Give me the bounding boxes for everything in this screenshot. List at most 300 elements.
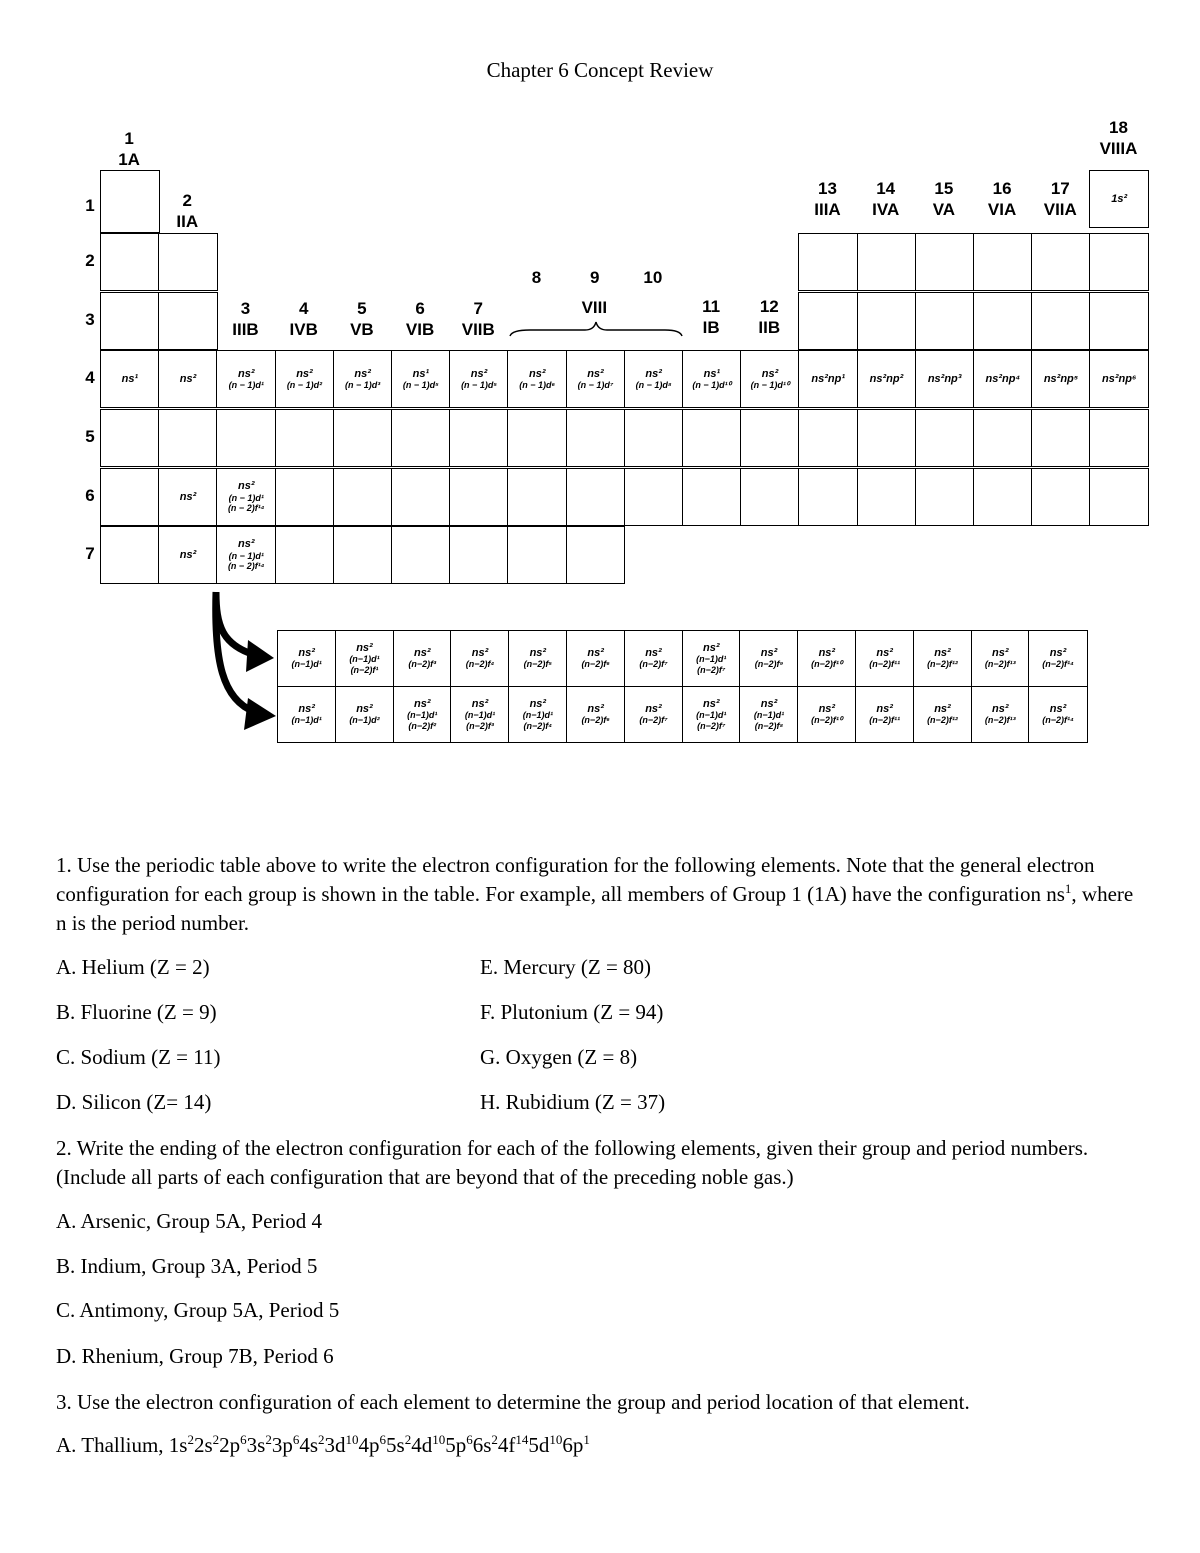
config-line: ns² [991, 702, 1009, 715]
element-cell-p1-g18 [1089, 170, 1149, 228]
config-line: ns² [179, 490, 197, 503]
element-cell-p5-g5 [333, 409, 393, 467]
group-number: 7 [473, 299, 484, 318]
element-cell-p6-g5 [333, 468, 393, 526]
element-cell-p5-g12 [740, 409, 800, 467]
q2-item-c: C. Antimony, Group 5A, Period 5 [56, 1298, 340, 1322]
config-line: (n−2)f⁵ [523, 659, 553, 670]
config-line: ns² [528, 367, 546, 380]
config-line: ns² [645, 646, 662, 659]
config-line: ns² [529, 646, 547, 659]
q1-item-a: A. Helium (Z = 2) [56, 955, 210, 979]
group-number: 11 [702, 297, 721, 316]
config-line: (n−2)f¹⁰ [811, 715, 843, 726]
orbital: 4p [358, 1433, 380, 1457]
f-block-cell-f_row2-1 [277, 686, 336, 743]
f-block-cell-f_row1-9 [739, 630, 798, 687]
config-line: (n − 1)d⁷ [577, 380, 614, 391]
config-line: ns²np⁶ [1102, 372, 1137, 385]
group-header-11 [682, 296, 740, 338]
config-line: ns² [702, 697, 720, 710]
element-cell-p4-g1 [100, 350, 160, 408]
config-line: (n−2)f¹¹ [869, 659, 901, 670]
config-line: ns²np³ [927, 372, 962, 385]
config-line: (n − 1)d² [286, 380, 323, 391]
q3-item-a [56, 1433, 590, 1458]
group-viii-label: VIII [581, 298, 608, 317]
group-number: 15 [934, 179, 954, 198]
electron-count: 2 [318, 1432, 325, 1447]
q1-intro-sup: 1 [1064, 881, 1072, 896]
f-block-cell-f_row2-8 [682, 686, 741, 743]
config-line: (n − 1)d⁵ [402, 380, 439, 391]
element-cell-p5-g7 [449, 409, 509, 467]
config-line: ns² [760, 646, 778, 659]
orbital: 5s [386, 1433, 405, 1457]
config-line: ns² [876, 702, 893, 715]
element-cell-p6-g16 [973, 468, 1033, 526]
config-line: ns² [296, 367, 313, 380]
group-header-1 [100, 128, 158, 170]
element-cell-p5-g11 [682, 409, 742, 467]
config-line: (n − 1)d¹ [228, 550, 264, 561]
element-cell-p1-g1 [100, 170, 160, 233]
f-block-cell-f_row2-12 [913, 686, 972, 743]
group-roman: IIB [758, 318, 781, 337]
orbital: 4d [411, 1433, 433, 1457]
group-number: 18 [1109, 118, 1128, 137]
element-cell-p4-g5 [333, 350, 393, 408]
element-cell-p5-g10 [624, 409, 684, 467]
group-number: 2 [182, 191, 193, 210]
config-line: (n−2)f² [408, 720, 437, 731]
q1-item-d: D. Silicon (Z= 14) [56, 1090, 212, 1114]
group-roman: VB [350, 320, 374, 339]
group-roman: IVA [872, 200, 900, 219]
element-cell-p4-g9 [566, 350, 626, 408]
config-line: (n − 1)d¹⁰ [692, 380, 732, 391]
config-line: ns² [413, 697, 431, 710]
config-line: ns² [587, 646, 604, 659]
group-number: 4 [298, 299, 309, 318]
config-line: (n−1)d¹ [464, 710, 496, 721]
group-roman: VIA [987, 200, 1017, 219]
period-number-7: 7 [85, 544, 95, 563]
period-number-3: 3 [85, 310, 95, 329]
element-cell-p4-g7 [449, 350, 509, 408]
element-cell-p6-g11 [682, 468, 742, 526]
element-cell-p5-g1 [100, 409, 160, 467]
config-line: (n−2)f³ [466, 720, 494, 731]
group-roman: IVB [289, 320, 318, 339]
group-header-12 [740, 296, 798, 338]
config-line: ns²np¹ [811, 372, 846, 385]
orbital: 1s [168, 1433, 188, 1457]
element-cell-p5-g15 [915, 409, 975, 467]
element-cell-p2-g17 [1031, 233, 1091, 291]
element-cell-p4-g6 [391, 350, 451, 408]
element-cell-p2-g2 [158, 233, 218, 291]
f-block-cell-f_row2-5 [508, 686, 567, 743]
element-cell-p5-g16 [973, 409, 1033, 467]
config-line: (n−2)f³ [408, 659, 437, 670]
element-cell-p2-g14 [857, 233, 917, 291]
group-roman: VA [932, 200, 956, 219]
electron-count: 2 [187, 1432, 194, 1447]
orbital: 2s [193, 1433, 213, 1457]
config-line: ns² [761, 367, 779, 380]
f-block-cell-f_row2-4 [450, 686, 509, 743]
element-cell-p6-g13 [798, 468, 858, 526]
electron-count: 2 [491, 1432, 498, 1447]
config-line: (n − 1)d¹ [228, 492, 264, 503]
electron-count: 1 [583, 1432, 590, 1447]
q1-intro-text: 1. Use the periodic table above to write the electron configuration for the following elements. Note that the general electron configuration for each group is shown in the table. For example, all members of Group 1 (1A) have the configuration ns [56, 853, 1095, 906]
element-cell-p2-g1 [100, 233, 160, 291]
group-header-14 [857, 178, 915, 220]
element-cell-p7-g4 [275, 526, 335, 584]
q1-item-e: E. Mercury (Z = 80) [480, 955, 652, 979]
electron-count: 6 [466, 1432, 473, 1447]
q1-item-f: F. Plutonium (Z = 94) [480, 1000, 664, 1024]
element-cell-p6-g9 [566, 468, 626, 526]
element-cell-p5-g17 [1031, 409, 1091, 467]
q2-item-b: B. Indium, Group 3A, Period 5 [56, 1254, 318, 1278]
config-line: (n − 1)d⁶ [519, 380, 556, 391]
config-line: (n−2)f⁶ [581, 659, 610, 670]
group-roman: IB [702, 318, 720, 337]
config-line: ns² [413, 646, 431, 659]
element-cell-p6-g3 [216, 468, 276, 526]
q1-item-h: H. Rubidium (Z = 37) [480, 1090, 666, 1114]
group-header-15 [915, 178, 973, 220]
group-number: 9 [589, 268, 600, 287]
orbital: 6s [472, 1433, 492, 1457]
electron-count: 6 [240, 1432, 247, 1447]
group-number: 3 [240, 299, 251, 318]
config-line: (n−1)d¹ [291, 715, 322, 726]
config-line: ns² [934, 702, 951, 715]
config-line: ns² [354, 367, 371, 380]
element-cell-p4-g3 [216, 350, 276, 408]
period-number-4: 4 [85, 368, 95, 387]
config-line: (n−2)f⁴ [523, 720, 553, 731]
group-roman: VIB [405, 320, 435, 339]
group-number: 5 [357, 299, 367, 318]
element-cell-p4-g13 [798, 350, 858, 408]
f-block-cell-f_row1-4 [450, 630, 509, 687]
element-cell-p4-g10 [624, 350, 684, 408]
config-line: (n−2)f¹⁰ [811, 659, 843, 670]
orbital: 3d [324, 1433, 346, 1457]
config-line: ns² [237, 538, 255, 551]
group-roman: VIIA [1043, 200, 1077, 219]
question-2-intro: 2. Write the ending of the electron configuration for each of the following elements, given their group and period numbers. (Include all parts of each configuration that are beyond that of the preceding noble gas.) [56, 1136, 1089, 1189]
f-block-cell-f_row1-2 [335, 630, 394, 687]
group-header-5 [333, 298, 391, 340]
element-cell-p2-g16 [973, 233, 1033, 291]
config-line: (n−2)f⁹ [754, 659, 784, 670]
config-line: (n − 1)d³ [345, 380, 381, 391]
config-line: ns² [1049, 702, 1067, 715]
config-line: ns² [818, 702, 836, 715]
config-line: ns² [587, 367, 604, 380]
element-cell-p5-g9 [566, 409, 626, 467]
config-line: (n − 2)f¹⁴ [227, 503, 265, 514]
element-cell-p7-g9 [566, 526, 626, 584]
config-line: (n−2)f¹² [927, 659, 958, 670]
group-number: 10 [643, 268, 663, 287]
element-cell-p7-g7 [449, 526, 509, 584]
f-block-cell-f_row2-2 [335, 686, 394, 743]
config-line: (n−1)d¹ [696, 710, 727, 721]
q2-item-d: D. Rhenium, Group 7B, Period 6 [56, 1344, 334, 1368]
element-cell-p3-g13 [798, 292, 858, 350]
element-cell-p3-g18 [1089, 292, 1149, 350]
config-line: ns¹ [412, 367, 430, 380]
orbital: 5p [445, 1433, 467, 1457]
config-line: ns² [237, 367, 255, 380]
element-cell-p3-g2 [158, 292, 218, 350]
element-cell-p3-g1 [100, 292, 160, 350]
config-line: (n − 2)f¹⁴ [227, 561, 265, 572]
element-cell-p3-g16 [973, 292, 1033, 350]
f-block-cell-f_row1-1 [277, 630, 336, 687]
config-line: ns² [179, 372, 197, 385]
group-number: 6 [415, 299, 425, 318]
config-line: ns² [529, 697, 547, 710]
element-cell-p6-g6 [391, 468, 451, 526]
group-number: 16 [992, 179, 1012, 198]
config-line: (n−2)f⁷ [639, 659, 668, 670]
element-cell-p4-g15 [915, 350, 975, 408]
config-line: ns² [587, 702, 604, 715]
group-header-13 [798, 178, 856, 220]
f-block-cell-f_row1-10 [797, 630, 856, 687]
period-number-6: 6 [85, 486, 95, 505]
thallium-configuration [169, 1433, 590, 1457]
f-block-cell-f_row2-14 [1028, 686, 1087, 743]
f-block-cell-f_row1-3 [393, 630, 452, 687]
config-line: (n−1)d¹ [696, 654, 727, 665]
group-number: 17 [1050, 179, 1070, 198]
group-roman: IIIB [232, 320, 259, 339]
config-line: ns² [298, 646, 315, 659]
f-block-cell-f_row2-13 [971, 686, 1030, 743]
question-3-intro: 3. Use the electron configuration of each element to determine the group and period location of that element. [56, 1390, 970, 1414]
element-cell-p6-g15 [915, 468, 975, 526]
element-cell-p6-g8 [507, 468, 567, 526]
f-block-cell-f_row1-11 [855, 630, 914, 687]
element-cell-p7-g5 [333, 526, 393, 584]
element-cell-p2-g13 [798, 233, 858, 291]
element-cell-p5-g2 [158, 409, 218, 467]
f-block-cell-f_row2-3 [393, 686, 452, 743]
element-cell-p6-g2 [158, 468, 218, 526]
config-line: (n−2)f⁸ [754, 720, 784, 731]
element-cell-p6-g17 [1031, 468, 1091, 526]
f-block-cell-f_row1-8 [682, 630, 741, 687]
config-line: ns² [760, 697, 778, 710]
electron-count: 2 [265, 1432, 272, 1447]
electron-count: 2 [404, 1432, 412, 1447]
config-line: ns² [1049, 646, 1067, 659]
period-number-2: 2 [85, 251, 95, 270]
f-block-cell-f_row2-6 [566, 686, 625, 743]
group-header-18 [1089, 117, 1147, 159]
config-line: (n − 1)d⁵ [461, 380, 497, 391]
group-header-6 [391, 298, 449, 340]
config-line: (n−2)f¹³ [984, 715, 1016, 726]
group-number: 8 [531, 268, 542, 287]
period-number-5: 5 [85, 427, 95, 446]
element-cell-p3-g17 [1031, 292, 1091, 350]
config-line: ns² [470, 367, 488, 380]
config-line: ns¹ [703, 367, 721, 380]
q1-intro-text-end: , where n is the period number. [56, 882, 1134, 935]
config-line: (n−2)f⁷ [639, 715, 668, 726]
f-block-cell-f_row1-12 [913, 630, 972, 687]
element-cell-p6-g18 [1089, 468, 1149, 526]
element-cell-p4-g16 [973, 350, 1033, 408]
config-line: (n−2)f⁷ [697, 720, 726, 731]
element-cell-p4-g4 [275, 350, 335, 408]
element-cell-p4-g8 [507, 350, 567, 408]
orbital: 4s [299, 1433, 319, 1457]
config-line: ns² [645, 702, 662, 715]
config-line: ns² [356, 641, 373, 654]
element-cell-p4-g18 [1089, 350, 1149, 408]
config-line: ns² [237, 480, 255, 493]
orbital: 3p [271, 1433, 293, 1457]
element-cell-p6-g4 [275, 468, 335, 526]
config-line: (n−2)f¹³ [984, 659, 1016, 670]
f-block-cell-f_row2-11 [855, 686, 914, 743]
electron-count: 6 [379, 1432, 387, 1447]
orbital: 5d [528, 1433, 550, 1457]
f-block-cell-f_row1-7 [624, 630, 683, 687]
element-cell-p2-g18 [1089, 233, 1149, 291]
config-line: (n−1)d¹ [349, 654, 380, 665]
config-line: ns²np² [869, 372, 904, 385]
group-header-7 [449, 298, 507, 340]
config-line: (n − 1)d¹⁰ [750, 380, 790, 391]
orbital: 6p [562, 1433, 584, 1457]
config-line: ns² [298, 702, 315, 715]
element-cell-p3-g14 [857, 292, 917, 350]
f-block-cell-f_row1-6 [566, 630, 625, 687]
f-block-cell-f_row1-14 [1028, 630, 1087, 687]
config-line: (n−1)d¹ [753, 710, 785, 721]
group-roman: VIIIA [1099, 139, 1138, 158]
config-line: (n−2)f¹¹ [869, 715, 901, 726]
element-cell-p7-g6 [391, 526, 451, 584]
config-line: ns² [818, 646, 836, 659]
config-line: ns² [702, 641, 720, 654]
f-block-cell-f_row2-7 [624, 686, 683, 743]
group-header-9 [566, 267, 624, 288]
group-header-10 [624, 267, 682, 288]
config-line: (n−2)f¹ [350, 664, 379, 675]
config-line: (n−2)f⁴ [465, 659, 495, 670]
element-cell-p5-g6 [391, 409, 451, 467]
element-cell-p7-g2 [158, 526, 218, 584]
q1-item-b: B. Fluorine (Z = 9) [56, 1000, 217, 1024]
orbital: 3s [246, 1433, 266, 1457]
group-roman: IIA [176, 212, 199, 231]
element-cell-p6-g14 [857, 468, 917, 526]
config-line: (n−2)f¹⁴ [1042, 715, 1074, 726]
config-line: (n−1)d¹ [291, 659, 322, 670]
q2-item-a: A. Arsenic, Group 5A, Period 4 [56, 1209, 322, 1233]
group-number: 13 [818, 179, 837, 198]
group-roman: IIIA [814, 200, 841, 219]
config-line: ns² [934, 646, 951, 659]
config-line: ns² [991, 646, 1009, 659]
group-header-16 [973, 178, 1031, 220]
element-cell-p4-g12 [740, 350, 800, 408]
electron-count: 14 [515, 1432, 529, 1447]
group-header-4 [275, 298, 333, 340]
config-line: ns² [179, 548, 197, 561]
config-line: ns² [356, 702, 373, 715]
group-header-8 [507, 267, 565, 288]
orbital: 4f [497, 1433, 516, 1457]
config-line: ns² [645, 367, 662, 380]
group-header-2 [158, 190, 216, 232]
f-block-cell-f_row2-9 [739, 686, 798, 743]
q1-item-g: G. Oxygen (Z = 8) [480, 1045, 638, 1069]
element-cell-p5-g8 [507, 409, 567, 467]
element-cell-p6-g12 [740, 468, 800, 526]
element-cell-p6-g7 [449, 468, 509, 526]
page-title: Chapter 6 Concept Review [486, 58, 714, 82]
electron-count: 6 [292, 1432, 300, 1447]
group-number: 1 [124, 129, 134, 148]
element-cell-p3-g15 [915, 292, 975, 350]
config-line: (n−2)f⁷ [697, 664, 726, 675]
group-header-3 [216, 298, 274, 340]
config-line: ns² [471, 646, 489, 659]
element-cell-p7-g3 [216, 526, 276, 584]
q1-item-c: C. Sodium (Z = 11) [56, 1045, 221, 1069]
element-cell-p6-g10 [624, 468, 684, 526]
config-line: ns² [876, 646, 893, 659]
element-cell-p5-g13 [798, 409, 858, 467]
orbital: 2p [219, 1433, 241, 1457]
group-header-17 [1031, 178, 1089, 220]
element-cell-p2-g15 [915, 233, 975, 291]
element-cell-p7-g1 [100, 526, 160, 584]
element-cell-p5-g4 [275, 409, 335, 467]
config-line: ns² [471, 697, 489, 710]
element-cell-p7-g8 [507, 526, 567, 584]
q3-item-a-label: A. Thallium, [56, 1433, 169, 1457]
config-line: (n−1)d² [349, 715, 380, 726]
electron-count: 2 [212, 1432, 220, 1447]
group-roman: 1A [118, 150, 140, 169]
config-line: 1s² [1111, 192, 1128, 205]
element-cell-p4-g2 [158, 350, 218, 408]
config-line: (n−1)d¹ [407, 710, 438, 721]
question-1-intro [56, 851, 1146, 938]
group-roman: VIIB [461, 320, 495, 339]
element-cell-p5-g14 [857, 409, 917, 467]
config-line: (n − 1)d¹ [228, 380, 264, 391]
element-cell-p4-g11 [682, 350, 742, 408]
element-cell-p6-g1 [100, 468, 160, 526]
config-line: ns²np⁴ [985, 372, 1021, 385]
